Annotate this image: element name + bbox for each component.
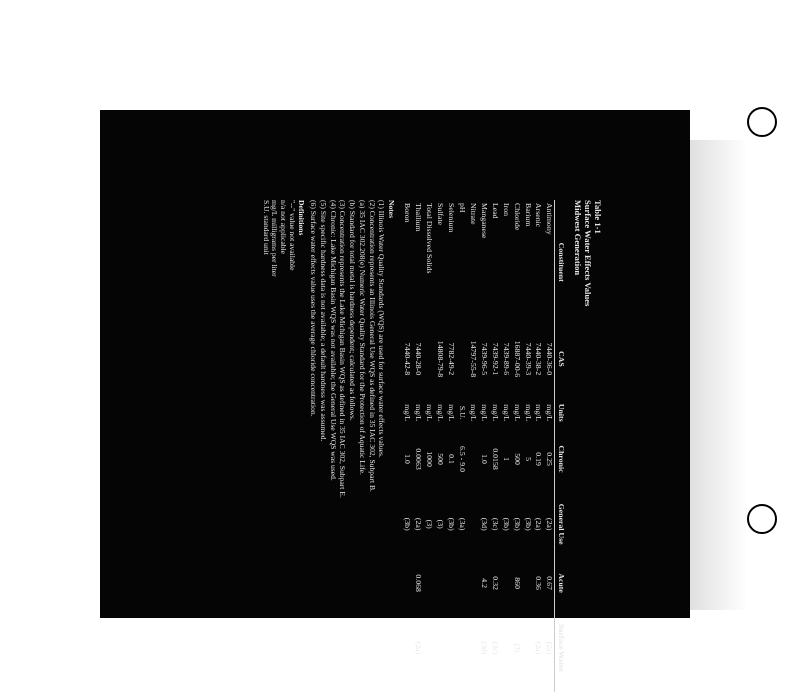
table-cell: 7440-38-2 xyxy=(534,342,544,376)
table-cell: mg/L xyxy=(523,404,533,422)
col-header: Acute xyxy=(555,562,566,603)
table-cell: 7439-92-1 xyxy=(490,342,500,376)
definition-line: mg/L milligrams per liter xyxy=(270,200,280,277)
table-cell xyxy=(467,562,478,603)
table-cell: 500 xyxy=(512,453,522,465)
table-cell: 1.0 xyxy=(403,454,413,464)
table-cell: 860 xyxy=(512,577,522,589)
table-cell: mg/L xyxy=(479,404,489,422)
table-cell xyxy=(401,562,412,603)
table-cell: 7440-39-3 xyxy=(523,342,533,376)
table-cell xyxy=(456,604,467,692)
table-cell xyxy=(522,604,533,692)
table-cell: 0.32 xyxy=(490,576,500,590)
table-cell: 500 xyxy=(435,453,445,465)
table-cell: mg/L xyxy=(512,404,522,422)
table-cell: mg/L xyxy=(534,404,544,422)
table-row xyxy=(401,200,412,692)
table-cell: mg/L xyxy=(501,404,511,422)
table-cell xyxy=(500,562,511,603)
table-cell xyxy=(423,324,434,393)
table-cell: 14797-55-8 xyxy=(468,340,478,378)
table-cell: 7440-36-0 xyxy=(545,342,555,376)
col-header: CAS xyxy=(555,324,566,393)
table-cell: (3b) xyxy=(501,517,511,531)
table-cell: 0.0063 xyxy=(413,448,423,470)
table-cell: 16887-00-6 xyxy=(512,340,522,378)
table-row xyxy=(456,200,467,692)
table-cell: Arsenic xyxy=(534,203,544,228)
table-header xyxy=(555,200,566,692)
table-cell: S.U. xyxy=(457,405,467,420)
table-row xyxy=(467,200,478,692)
table-cell: Barium xyxy=(523,203,533,227)
table-cell: 4.2 xyxy=(479,578,489,588)
col-header: Constituent xyxy=(555,200,566,324)
definition-line: n/a not applicable xyxy=(279,200,289,254)
table-cell: 7782-49-2 xyxy=(446,342,456,376)
table-cell: Antimony xyxy=(545,203,555,235)
table-cell: (3a) xyxy=(457,517,467,531)
scanned-page xyxy=(100,110,690,672)
table-cell: 0.19 xyxy=(534,452,544,466)
table-row xyxy=(445,200,456,692)
table-cell: (2a) xyxy=(545,517,555,531)
table-cell xyxy=(423,604,434,692)
table-cell: 7440-42-8 xyxy=(403,342,413,376)
table-cell: 6.5 - 9.0 xyxy=(457,446,467,473)
table-cell: (2a) xyxy=(413,641,423,655)
note-line: (4) Chronic: Lake Michigan Basin WQS was not available; the General Use WQS was used. xyxy=(328,200,338,481)
definition-line: "--" value not available xyxy=(287,200,297,271)
table-cell: 1 xyxy=(501,457,511,461)
col-header: General Use xyxy=(555,486,566,562)
col-header: Chronic xyxy=(555,432,566,486)
table-cell: mg/L xyxy=(403,404,413,422)
note-line: (1) Illinois Water Quality Standards (WQS) are used for surface water effects values. xyxy=(377,200,387,458)
table-cell: mg/L xyxy=(413,404,423,422)
table-cell: (3c) xyxy=(490,641,500,655)
punch-hole-top xyxy=(747,107,777,137)
table-cell xyxy=(522,562,533,603)
scan-bleed xyxy=(690,140,748,610)
table-cell: mg/L xyxy=(435,404,445,422)
table-cell: 5 xyxy=(523,457,533,461)
table-cell: Total Dissolved Solids xyxy=(424,203,434,274)
effects-table xyxy=(401,200,566,692)
table-cell xyxy=(467,604,478,692)
table-cell: 0.0158 xyxy=(490,448,500,470)
table-cell: (3d) xyxy=(479,517,489,531)
table-cell: Nitrate xyxy=(468,203,478,225)
table-cell: mg/L xyxy=(424,404,434,422)
table-row xyxy=(522,200,533,692)
table-cell: (3b) xyxy=(523,517,533,531)
table-row xyxy=(478,200,489,692)
table-cell xyxy=(434,562,445,603)
table-body xyxy=(401,200,555,692)
table-cell: mg/L xyxy=(446,404,456,422)
table-row xyxy=(533,200,544,692)
table-cell: Manganese xyxy=(479,203,489,239)
note-line: (6) Surface water effects value uses the average chloride concentration. xyxy=(309,200,319,417)
table-cell: Boron xyxy=(403,203,413,223)
table-cell: Lead xyxy=(490,203,500,219)
note-line: (5) Site specific hardness data is not available; a default hardness was assumed. xyxy=(319,200,329,442)
table-row xyxy=(489,200,500,692)
table-cell xyxy=(500,604,511,692)
table-cell xyxy=(445,562,456,603)
table-cell: Thallium xyxy=(413,203,423,232)
table-cell: Sulfate xyxy=(435,203,445,226)
table-cell: 0.25 xyxy=(545,452,555,466)
table-cell: 14808-79-8 xyxy=(435,340,445,378)
table-cell: 7439-89-6 xyxy=(501,342,511,376)
table-cell: (2a) xyxy=(534,641,544,655)
table-cell: (3b) xyxy=(403,517,413,531)
table-cell xyxy=(467,486,478,562)
note-line: (3) Concentration represents the Lake Michigan Basin WQS as defined in 35 IAC 302, Subpart E. xyxy=(338,200,348,498)
table-cell: 0.36 xyxy=(534,576,544,590)
table-cell xyxy=(423,562,434,603)
table-cell xyxy=(434,604,445,692)
table-cell: mg/L xyxy=(545,404,555,422)
note-line: (b) Standard for total metal is hardness dependent; calculated as follows. xyxy=(348,200,358,421)
table-row xyxy=(412,200,423,692)
table-cell: (3) xyxy=(435,519,445,529)
table-cell: (3d) xyxy=(479,641,489,655)
table-row xyxy=(511,200,522,692)
note-line: (2) Concentration represents an Illinois General Use WQS as defined in 35 IAC 302, Subpart B. xyxy=(367,200,377,492)
table-cell: 1.0 xyxy=(479,454,489,464)
table-cell: (2a) xyxy=(413,517,423,531)
definition-line: S.U. standard unit xyxy=(261,200,271,255)
table-cell: pH xyxy=(457,203,467,213)
col-header: Surface Water xyxy=(555,604,566,692)
table-cell: 0.67 xyxy=(545,576,555,590)
table-row xyxy=(423,200,434,692)
table-row xyxy=(500,200,511,692)
table-cell: (3c) xyxy=(490,517,500,531)
table-cell: (3b) xyxy=(512,517,522,531)
table-cell: (2a) xyxy=(545,641,555,655)
table-cell xyxy=(445,604,456,692)
definitions: Definitions "--" value not available n/a not applicable mg/L milligrams per liter S.U. standard unit xyxy=(261,200,305,692)
table-row xyxy=(543,200,554,692)
table-cell: 7440-28-0 xyxy=(413,342,423,376)
table-title: Table 1-1 Surface Water Effects Values Midwest Generation xyxy=(573,200,603,307)
table-cell: Iron xyxy=(501,203,511,216)
table-cell: (3) xyxy=(424,519,434,529)
table-cell: mg/L xyxy=(468,404,478,422)
col-header: Units xyxy=(555,393,566,432)
table-cell: 7439-96-5 xyxy=(479,342,489,376)
table-cell xyxy=(467,432,478,486)
table-cell: mg/L xyxy=(490,404,500,422)
table-cell: 0.068 xyxy=(413,574,423,592)
table-cell: (3b) xyxy=(446,517,456,531)
table-cell: (3) xyxy=(512,643,522,653)
table-cell xyxy=(401,604,412,692)
notes: Notes (1) Illinois Water Quality Standards (WQS) are used for surface water effects values. (2) Concentration represents an Illinois General Use WQS as defined in 35 IAC 302, Subpart B. (a) 35 IAC 302.208(e) Numeric Water Quality Standard for the Protection of Aquatic Life. (b) Standard for total metal is hardness dependent; calculated as follows. (3) Concentration represents the Lake Michigan Basin WQS as defined in 35 IAC 302, Subpart E. (4) Chronic: Lake Michigan Basin WQS was not available; the General Use WQS was used. (5) Site specific hardness data is not available; a default hardness was assumed. (6) Surface water effects value uses the average chloride concentration. xyxy=(309,200,395,692)
table-cell: 0.1 xyxy=(446,454,456,464)
table-cell: 1000 xyxy=(424,451,434,467)
table-cell xyxy=(456,324,467,393)
table-cell: Chloride xyxy=(512,203,522,231)
punch-hole-bottom xyxy=(747,504,777,534)
table-row xyxy=(434,200,445,692)
table-cell: Selenium xyxy=(446,203,456,233)
table-cell: (2a) xyxy=(534,517,544,531)
note-line: (a) 35 IAC 302.208(e) Numeric Water Quality Standard for the Protection of Aquatic Life. xyxy=(357,200,367,475)
table-cell xyxy=(456,562,467,603)
